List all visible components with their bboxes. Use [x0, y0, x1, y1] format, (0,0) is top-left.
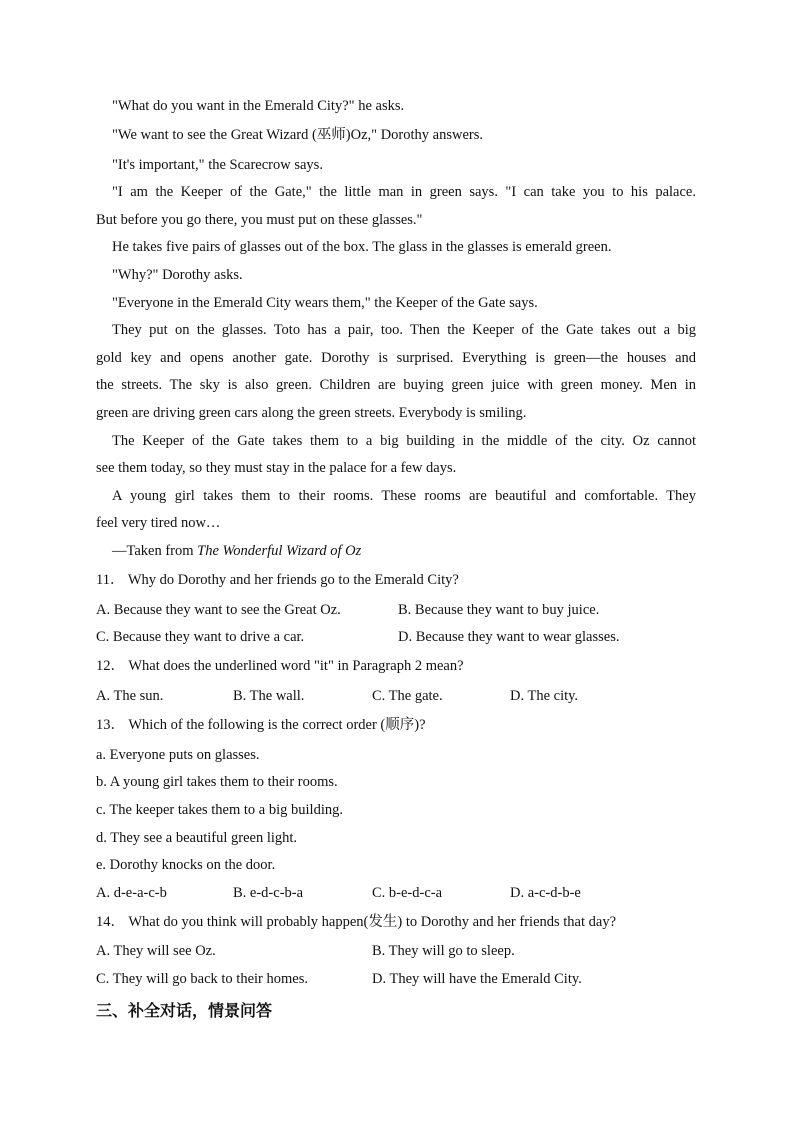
question-13-option-d: D. a-c-d-b-e — [510, 885, 581, 901]
story-line: see them today, so they must stay in the palace for a few days. — [96, 460, 457, 476]
question-12-option-a: A. The sun. — [96, 688, 164, 704]
order-item-a: a. Everyone puts on glasses. — [96, 747, 260, 763]
story-line: "What do you want in the Emerald City?" he asks. — [112, 98, 405, 114]
order-item-d: d. They see a beautiful green light. — [96, 830, 298, 846]
story-line: A young girl takes them to their rooms. These rooms are beautiful and comfortable. They — [112, 488, 696, 504]
question-14-option-b: B. They will go to sleep. — [372, 943, 515, 959]
story-line: feel very tired now… — [96, 515, 221, 531]
question-12-option-c: C. The gate. — [372, 688, 443, 704]
story-line: "Why?" Dorothy asks. — [112, 267, 243, 283]
question-13-option-c: C. b-e-d-c-a — [372, 885, 443, 901]
question-13-stem: 13． Which of the following is the correct order (顺序)? — [96, 717, 426, 733]
question-13-option-b: B. e-d-c-b-a — [233, 885, 304, 901]
order-item-e: e. Dorothy knocks on the door. — [96, 857, 276, 873]
question-11-option-d: D. Because they want to wear glasses. — [398, 629, 620, 645]
story-line: "It's important," the Scarecrow says. — [112, 157, 323, 173]
story-line: "We want to see the Great Wizard (巫师)Oz," Dorothy answers. — [112, 127, 483, 143]
story-line: But before you go there, you must put on these glasses." — [96, 212, 423, 228]
story-line: the streets. The sky is also green. Children are buying green juice with green money. Men in — [96, 377, 696, 393]
question-13-option-a: A. d-e-a-c-b — [96, 885, 167, 901]
question-11-option-b: B. Because they want to buy juice. — [398, 602, 600, 618]
order-item-c: c. The keeper takes them to a big building. — [96, 802, 343, 818]
section-heading: 三、补全对话，情景问答 — [96, 1001, 273, 1020]
question-11-option-a: A. Because they want to see the Great Oz. — [96, 602, 341, 618]
source-prefix: —Taken from — [112, 543, 198, 559]
question-11-stem: 11． Why do Dorothy and her friends go to the Emerald City? — [96, 572, 459, 588]
story-line: green are driving green cars along the green streets. Everybody is smiling. — [96, 405, 527, 421]
question-12-stem: 12． What does the underlined word "it" in Paragraph 2 mean? — [96, 658, 464, 674]
order-item-b: b. A young girl takes them to their rooms. — [96, 774, 338, 790]
question-11-option-c: C. Because they want to drive a car. — [96, 629, 305, 645]
story-line: He takes five pairs of glasses out of the box. The glass in the glasses is emerald green. — [112, 239, 612, 255]
question-12-option-d: D. The city. — [510, 688, 579, 704]
question-12-option-b: B. The wall. — [233, 688, 305, 704]
story-source — [112, 542, 361, 560]
question-14-option-a: A. They will see Oz. — [96, 943, 216, 959]
story-line: gold key and opens another gate. Dorothy is surprised. Everything is green—the houses and — [96, 350, 696, 366]
story-line: "Everyone in the Emerald City wears them," the Keeper of the Gate says. — [112, 295, 538, 311]
story-line: "I am the Keeper of the Gate," the little man in green says. "I can take you to his palace. — [112, 184, 696, 200]
story-line: The Keeper of the Gate takes them to a big building in the middle of the city. Oz cannot — [112, 433, 696, 449]
story-line: They put on the glasses. Toto has a pair, too. Then the Keeper of the Gate takes out a big — [112, 322, 696, 338]
question-14-stem: 14． What do you think will probably happen(发生) to Dorothy and her friends that day? — [96, 914, 617, 930]
question-14-option-c: C. They will go back to their homes. — [96, 971, 308, 987]
question-14-option-d: D. They will have the Emerald City. — [372, 971, 582, 987]
source-title: The Wonderful Wizard of Oz — [197, 543, 362, 559]
